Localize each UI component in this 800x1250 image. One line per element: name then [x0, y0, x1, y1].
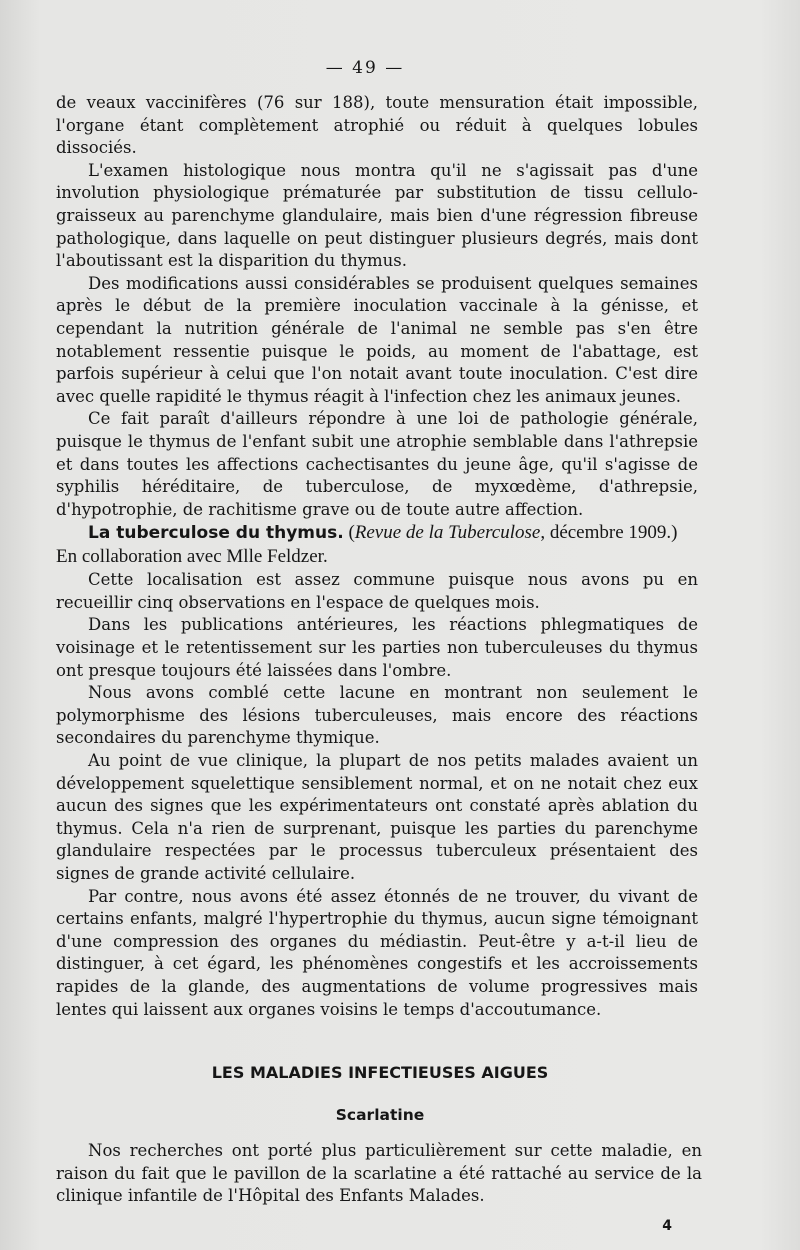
section-paragraph-4: Au point de vue clinique, la plupart de nos petits malades avaient un développement squelettique sensiblement normal, et on ne notait chez eux aucun des signes que les expérimentateurs ont constaté après ablation du thymus. Cela n'a rien de surprenant, puisque les parties du parenchyme glandulaire respectées par le processus tuberculeux présentaient des signes de grande activité cellulaire.: [56, 751, 698, 883]
collaboration-line: En collaboration avec Mlle Feldzer.: [56, 546, 328, 568]
paragraph-3: Des modifications aussi considérables se produisent quelques semaines après le début de la première inoculation vaccinale à la génisse, et cependant la nutrition générale de l'animal ne semble pas s'en être notablement ressentie puisque le poids, au moment de l'abattage, est parfois supérieur à celui que l'on notait avant toute inoculation. C'est dire avec quelle rapidité le thymus réagit à l'infection chez les animaux jeunes.: [56, 273, 698, 406]
section-paragraph-3: Nous avons comblé cette lacune en montrant non seulement le polymorphisme des lésions tuberculeuses, mais encore des réactions secondaires du parenchyme thymique.: [56, 683, 698, 748]
section-ref-journal: Revue de la Tuberculose: [354, 522, 541, 544]
body-text: [56, 92, 698, 1021]
signature-mark: 4: [662, 1218, 672, 1234]
subsection-heading: Scarlatine: [335, 1106, 425, 1124]
paragraph-2: L'examen histologique nous montra qu'il ne s'agissait pas d'une involution physiologique prématurée par substitution de tissu cellulo-graisseux au parenchyme glandulaire, mais bien d'une régression fibreuse pathologique, dans laquelle on peut distinguer plusieurs degrés, mais dont l'aboutissant est la disparition du thymus.: [56, 160, 698, 271]
section-title-bold: La tuberculose du thymus.: [88, 523, 344, 544]
section-ref-suffix: , décembre 1909.): [540, 522, 678, 544]
section-ref-prefix: (: [348, 522, 355, 544]
section-paragraph-5: Par contre, nous avons été assez étonnés de ne trouver, du vivant de certains enfants, malgré l'hypertrophie du thymus, aucun signe témoignant d'une compression des organes du médiastin. Peut-être y a-t-il lieu de distinguer, à cet égard, les phénomènes congestifs et les accroissements rapides de la glande, des augmentations de volume progressives mais lentes qui laissent aux organes voisins le temps d'accoutumance.: [56, 886, 698, 1019]
chapter-heading: LES MALADIES INFECTIEUSES AIGUES: [211, 1063, 549, 1082]
paragraph-4: Ce fait paraît d'ailleurs répondre à une loi de pathologie générale, puisque le thymus de l'enfant subit une atrophie semblable dans l'athrepsie et dans toutes les affections cachectisantes du jeune âge, qu'il s'agisse de syphilis héréditaire, de tuberculose, de myxœdème, d'athrepsie, d'hypotrophie, de rachitisme grave ou de toute autre affection.: [56, 409, 698, 519]
section-title: [56, 521, 698, 545]
paragraph-1: de veaux vaccinifères (76 sur 188), toute mensuration était impossible, l'organe étant complètement atrophié ou réduit à quelques lobules dissociés.: [56, 93, 698, 158]
final-text: [56, 1140, 702, 1208]
section-paragraph-1: Cette localisation est assez commune puisque nous avons pu en recueillir cinq observations en l'espace de quelques mois.: [56, 570, 698, 612]
final-paragraph: Nos recherches ont porté plus particulièrement sur cette maladie, en raison du fait que le pavillon de la scarlatine a été rattaché au service de la clinique infantile de l'Hôpital des Enfants Malades.: [56, 1141, 702, 1206]
section-paragraph-2: Dans les publications antérieures, les réactions phlegmatiques de voisinage et le retentissement sur les parties non tuberculeuses du thymus ont presque toujours été laissées dans l'ombre.: [56, 615, 698, 680]
page-number: — 49 —: [325, 58, 405, 78]
